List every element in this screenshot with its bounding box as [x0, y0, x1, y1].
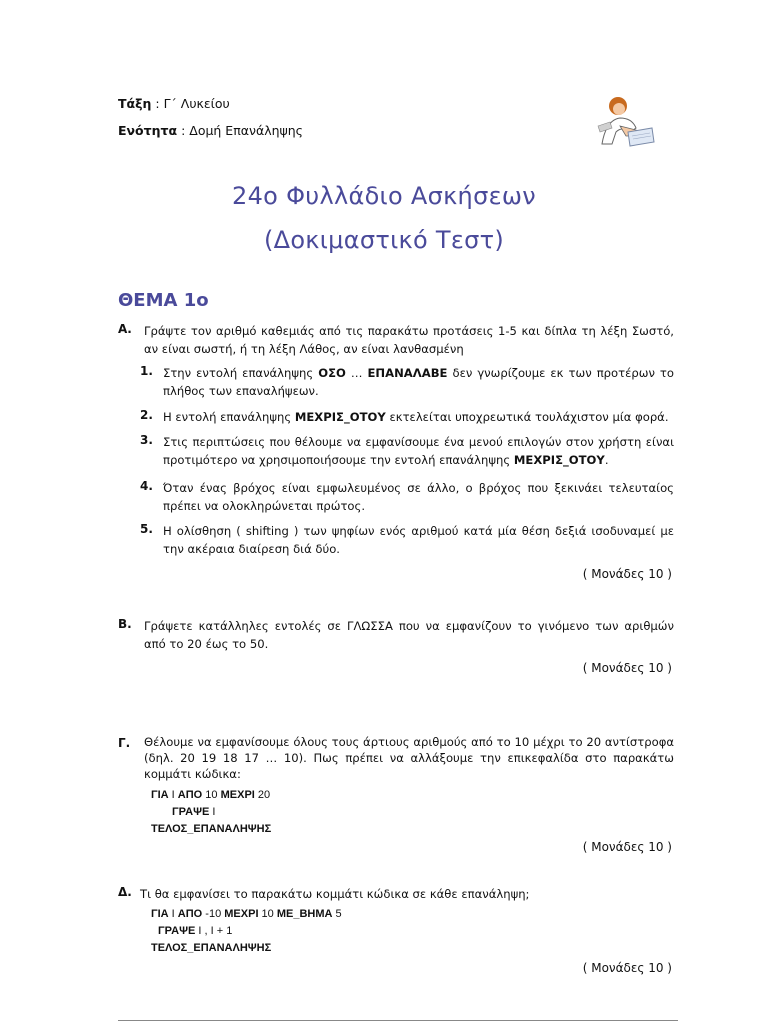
page-title: 24ο Φυλλάδιο Ασκήσεων — [232, 182, 536, 210]
code-d-line-3: ΤΕΛΟΣ_ΕΠΑΝΑΛΗΨΗΣ — [151, 942, 272, 954]
code-d-line-2: ΓΡΑΨΕ Ι , Ι + 1 — [158, 925, 233, 937]
item-1-number: 1. — [140, 364, 153, 378]
item-3-number: 3. — [140, 433, 153, 447]
question-a-marks: ( Μονάδες 10 ) — [582, 567, 672, 581]
class-line — [118, 96, 230, 111]
unit-value: : Δομή Επανάληψης — [181, 123, 304, 138]
class-label: Τάξη — [118, 96, 152, 111]
question-c-label: Γ. — [118, 736, 131, 750]
question-d-label: Δ. — [118, 885, 132, 899]
question-b-marks: ( Μονάδες 10 ) — [582, 661, 672, 675]
class-value: : Γ΄ Λυκείου — [155, 96, 230, 111]
code-c-line-1: ΓΙΑ Ι ΑΠΟ 10 ΜΕΧΡΙ 20 — [151, 789, 271, 801]
item-4-text: Όταν ένας βρόχος είναι εμφωλευμένος σε άλλο, ο βρόχος που ξεκινάει τελευταίος πρέπει να ολοκληρώνεται πρώτος. — [163, 481, 674, 513]
item-2-text: Η εντολή επανάληψης ΜΕΧΡΙΣ_ΟΤΟΥ εκτελείται υποχρεωτικά τουλάχιστον μία φορά. — [163, 410, 669, 424]
question-b-text: Γράψετε κατάλληλες εντολές σε ΓΛΩΣΣΑ που να εμφανίζουν το γινόμενο των αριθμών από το 20 έως το 50. — [144, 619, 674, 651]
item-5-number: 5. — [140, 522, 153, 536]
footer-divider — [118, 1020, 678, 1021]
question-d-text: Τι θα εμφανίσει το παρακάτω κομμάτι κώδικα σε κάθε επανάληψη; — [140, 887, 530, 901]
question-a-intro: Γράψτε τον αριθμό καθεμιάς από τις παρακάτω προτάσεις 1-5 και δίπλα τη λέξη Σωστό, αν είναι σωστή, ή τη λέξη Λάθος, αν είναι λανθασμένη — [144, 324, 674, 356]
person-writing-illustration — [592, 92, 656, 152]
item-2-number: 2. — [140, 408, 153, 422]
question-b-label: Β. — [118, 617, 132, 631]
item-4-number: 4. — [140, 479, 153, 493]
page-subtitle: (Δοκιμαστικό Τεστ) — [263, 226, 505, 254]
question-a-label: Α. — [118, 322, 132, 336]
code-c-line-3: ΤΕΛΟΣ_ΕΠΑΝΑΛΗΨΗΣ — [151, 823, 272, 835]
section-heading: ΘΕΜΑ 1ο — [118, 290, 209, 311]
unit-label: Ενότητα — [118, 123, 178, 138]
code-d-line-1: ΓΙΑ Ι ΑΠΟ -10 ΜΕΧΡΙ 10 ΜΕ_ΒΗΜΑ 5 — [151, 908, 342, 920]
item-3-text: Στις περιπτώσεις που θέλουμε να εμφανίσουμε ένα μενού επιλογών στον χρήστη είναι προτιμότερο να χρησιμοποιήσουμε την εντολή επανάληψης ΜΕΧΡΙΣ_ΟΤΟΥ. — [163, 435, 674, 467]
code-c-line-2: ΓΡΑΨΕ Ι — [172, 806, 216, 818]
item-5-text: Η ολίσθηση ( shifting ) των ψηφίων ενός αριθμού κατά μία θέση δεξιά ισοδυναμεί με την ακέραια διαίρεση διά δύο. — [163, 524, 674, 556]
question-c-marks: ( Μονάδες 10 ) — [582, 840, 672, 854]
question-c-text: Θέλουμε να εμφανίσουμε όλους τους άρτιους αριθμούς από το 10 μέχρι το 20 αντίστροφα (δηλ. 20 19 18 17 … 10). Πως πρέπει να αλλάξουμε την επικεφαλίδα στο παρακάτω κομμάτι κώδικα: — [144, 735, 674, 781]
item-1-text: Στην εντολή επανάληψης ΟΣΟ … ΕΠΑΝΑΛΑΒΕ δεν γνωρίζουμε εκ των προτέρων το πλήθος των επαναλήψεων. — [163, 366, 675, 398]
question-d-marks: ( Μονάδες 10 ) — [582, 961, 672, 975]
unit-line — [118, 123, 303, 138]
